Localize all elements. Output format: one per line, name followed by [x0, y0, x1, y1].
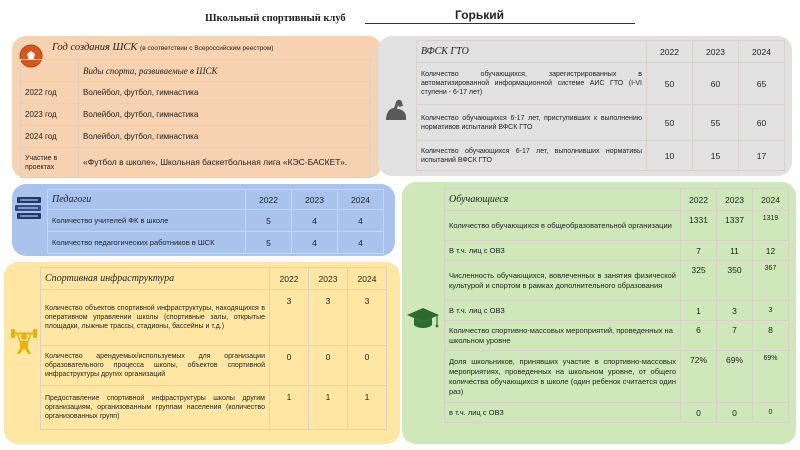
students-value: 325	[681, 261, 717, 301]
students-value: 11	[717, 241, 753, 261]
gto-value: 17	[739, 141, 785, 171]
founding-note: (в соответствии с Всероссийским реестром)	[140, 45, 274, 52]
teachers-value: 5	[246, 210, 292, 232]
club-label: Школьный спортивный клуб	[205, 13, 346, 24]
year-header: 2022	[246, 190, 292, 210]
gto-title: ВФСК ГТО	[417, 41, 647, 63]
books-icon	[14, 194, 44, 222]
header	[205, 8, 645, 26]
year-header: 2024	[753, 189, 789, 211]
students-title: Обучающиеся	[445, 189, 681, 211]
students-value: 7	[681, 241, 717, 261]
infrastructure-row-label: Количество объектов спортивной инфраструктуры, находящихся в оперативном управлении школы (спортивные залы, открытые площадки, лыжные трассы, стадионы, бассейны и т.д.)	[41, 290, 270, 346]
year-cell: 2022 год	[21, 82, 79, 104]
sports-cell: Волейбол, футбол, гимнастика	[79, 126, 371, 148]
infrastructure-value: 3	[348, 290, 387, 346]
infrastructure-value: 0	[348, 346, 387, 386]
students-value: 0	[681, 403, 717, 423]
students-value: 6	[681, 321, 717, 351]
infrastructure-value: 3	[270, 290, 309, 346]
projects-value: «Футбол в школе», Школьная баскетбольная лига «КЭС-БАСКЕТ».	[79, 148, 371, 178]
students-value: 367	[753, 261, 789, 301]
students-value: 69%	[717, 351, 753, 403]
students-row-label: В т.ч. лиц с ОВЗ	[445, 241, 681, 261]
gto-row-label: Количество обучающихся 6-17 лет, приступивших к выполнению нормативов испытаний ВФСК ГТО	[417, 105, 647, 141]
year-header: 2024	[348, 268, 387, 290]
gto-row-label: Количество обучающихся, зарегистрированных в автоматизированной информационной системе АИС ГТО (I-VI ступени - 6-17 лет)	[417, 63, 647, 105]
year-header: 2023	[717, 189, 753, 211]
students-table	[444, 188, 789, 423]
gto-value: 55	[693, 105, 739, 141]
gto-value: 60	[739, 105, 785, 141]
year-header: 2024	[338, 190, 384, 210]
students-row-label: Численность обучающихся, вовлеченных в занятия физической культурой и спортом в рамках дополнительного образования	[445, 261, 681, 301]
infrastructure-title: Спортивная инфраструктура	[41, 268, 270, 290]
teachers-value: 4	[292, 210, 338, 232]
students-value: 350	[717, 261, 753, 301]
students-row-label: Количество обучающихся в общеобразовательной организации	[445, 211, 681, 241]
teachers-value: 4	[338, 210, 384, 232]
gto-row-label: Количество обучающихся 6-17 лет, выполнивших нормативы испытаний ВФСК ГТО	[417, 141, 647, 171]
students-value: 3	[753, 301, 789, 321]
infrastructure-value: 0	[270, 346, 309, 386]
teachers-title: Педагоги	[48, 190, 246, 210]
name-underline	[365, 23, 635, 24]
infrastructure-value: 1	[309, 386, 348, 430]
students-value: 0	[753, 403, 789, 423]
year-header: 2023	[693, 41, 739, 63]
gto-value: 65	[739, 63, 785, 105]
teachers-value: 4	[338, 232, 384, 254]
students-value: 0	[717, 403, 753, 423]
club-name: Горький	[455, 8, 505, 22]
year-header: 2023	[309, 268, 348, 290]
students-value: 3	[717, 301, 753, 321]
gto-value: 15	[693, 141, 739, 171]
infrastructure-value: 0	[309, 346, 348, 386]
infrastructure-value: 1	[348, 386, 387, 430]
students-value: 7	[717, 321, 753, 351]
teachers-row-label: Количество педагогических работников в ШСК	[48, 232, 246, 254]
projects-label: Участие в проектах	[21, 148, 79, 178]
students-row-label: в т.ч. лиц с ОВЗ	[445, 403, 681, 423]
year-cell: 2023 год	[21, 104, 79, 126]
students-value: 12	[753, 241, 789, 261]
year-header: 2022	[681, 189, 717, 211]
year-header: 2023	[292, 190, 338, 210]
weightlifter-icon	[10, 326, 38, 356]
founding-title	[52, 42, 273, 53]
students-value: 69%	[753, 351, 789, 403]
gto-value: 10	[647, 141, 693, 171]
students-row-label: Доля школьников, принявших участие в спортивно-массовых мероприятиях, проведенных на школьном уровне, от общего количества обучающихся в школе (один ребенок считается один раз)	[445, 351, 681, 403]
founding-title-text: Год создания ШСК	[52, 42, 138, 53]
students-value: 1319	[753, 211, 789, 241]
year-header: 2022	[270, 268, 309, 290]
teachers-row-label: Количество учителей ФК в школе	[48, 210, 246, 232]
infrastructure-table	[40, 267, 387, 430]
year-header: 2022	[647, 41, 693, 63]
teachers-value: 5	[246, 232, 292, 254]
graduation-cap-icon	[406, 306, 440, 332]
sports-cell: Волейбол, футбол, гимнастика	[79, 104, 371, 126]
gto-table	[416, 40, 785, 171]
students-value: 72%	[681, 351, 717, 403]
infrastructure-row-label: Предоставление спортивной инфраструктуры школы другим организациям, организованным группам населения (количество организованных групп)	[41, 386, 270, 430]
students-value: 8	[753, 321, 789, 351]
sports-cell: Волейбол, футбол, гимнастика	[79, 82, 371, 104]
teachers-value: 4	[292, 232, 338, 254]
students-value: 1331	[681, 211, 717, 241]
infrastructure-value: 3	[309, 290, 348, 346]
teachers-table	[47, 189, 384, 254]
founding-table	[20, 59, 371, 178]
infrastructure-value: 1	[270, 386, 309, 430]
year-header: 2024	[739, 41, 785, 63]
infrastructure-row-label: Количество арендуемых/используемых для организации образовательного процесса школы, объектов спортивной инфраструктуры других организаций	[41, 346, 270, 386]
students-value: 1	[681, 301, 717, 321]
students-row-label: Количество спортивно-массовых мероприятий, проведенных на школьном уровне	[445, 321, 681, 351]
flexed-arm-icon	[382, 96, 410, 124]
gto-value: 50	[647, 105, 693, 141]
students-value: 1337	[717, 211, 753, 241]
year-cell: 2024 год	[21, 126, 79, 148]
students-row-label: В т.ч. лиц с ОВЗ	[445, 301, 681, 321]
sports-heading: Виды спорта, развиваемые в ШСК	[79, 60, 371, 82]
gto-value: 50	[647, 63, 693, 105]
gto-value: 60	[693, 63, 739, 105]
